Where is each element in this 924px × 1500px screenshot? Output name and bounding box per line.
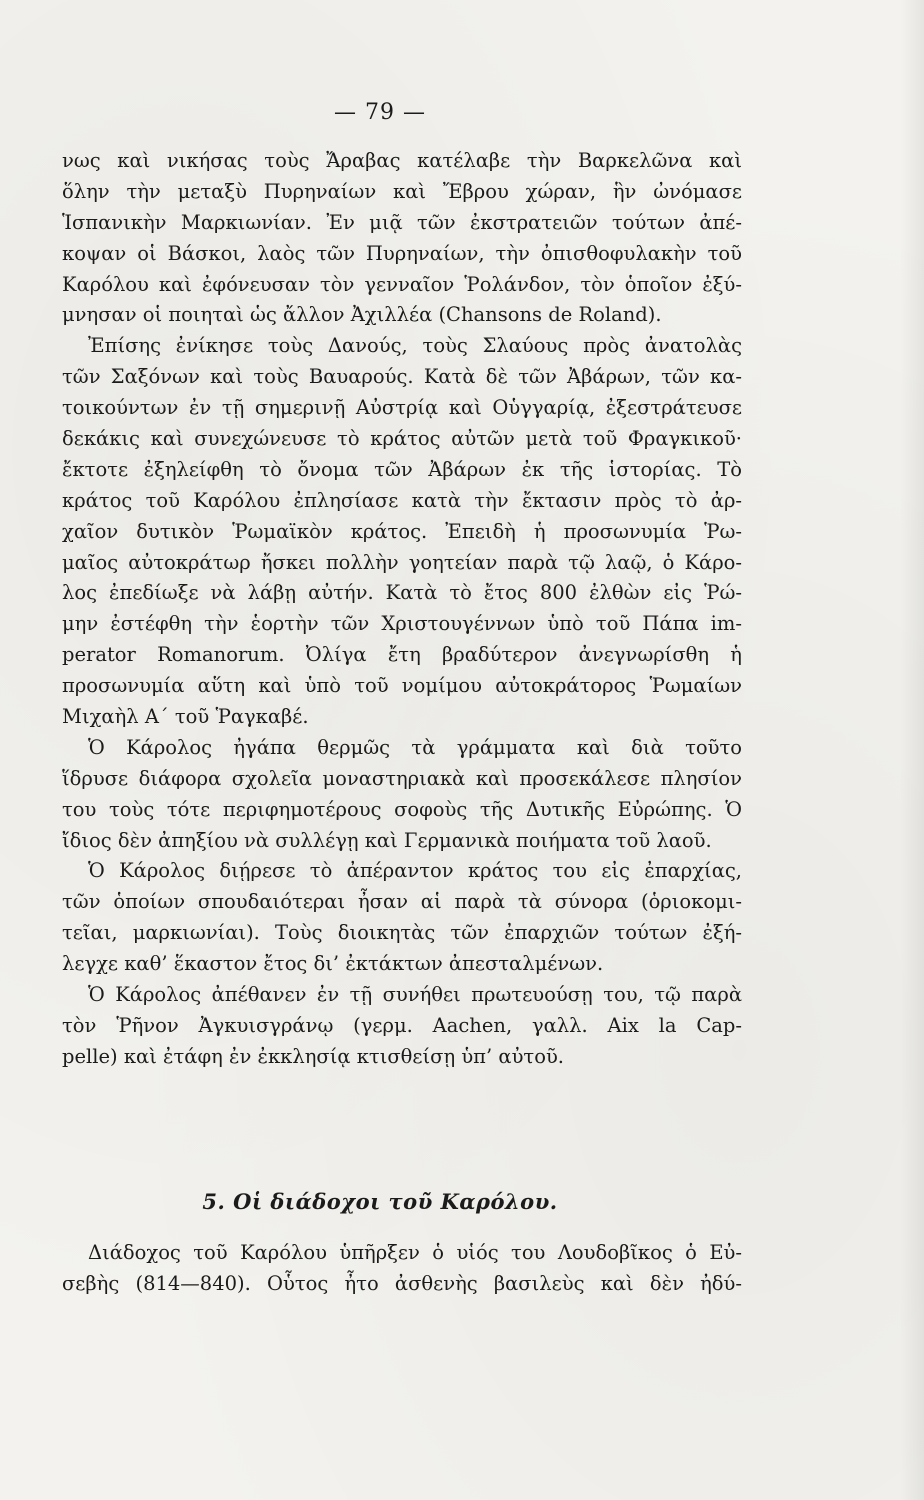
text-line: Ὁ Κάρολος διῄρεσε τὸ ἀπέραντον κράτος του εἰς ἐπαρχίας, — [88, 859, 742, 883]
text-line: Ὁ Κάρολος ἀπέθανεν ἐν τῇ συνήθει πρωτευούσῃ του, τῷ παρὰ — [88, 983, 742, 1007]
text-line: Ἱσπανικὴν Μαρκιωνίαν. Ἐν μιᾷ τῶν ἐκστρατειῶν τούτων ἀπέ- — [62, 210, 742, 234]
text-line: ἴδιος δὲν ἀπηξίου νὰ συλλέγῃ καὶ Γερμανικὰ ποιήματα τοῦ λαοῦ. — [62, 828, 712, 852]
text-line: τῶν Σαξόνων καὶ τοὺς Βαυαρούς. Κατὰ δὲ τῶν Ἀβάρων, τῶν κα- — [62, 365, 742, 389]
section-text-block — [62, 1238, 742, 1300]
text-line: perator Romanorum. Ὀλίγα ἔτη βραδύτερον ἀνεγνωρίσθη ἡ — [62, 643, 742, 667]
text-line: μαῖος αὐτοκράτωρ ἤσκει πολλὴν γοητείαν παρὰ τῷ λαῷ, ὁ Κάρο- — [62, 550, 742, 574]
text-line: ὅλην τὴν μεταξὺ Πυρηναίων καὶ Ἔβρου χώραν, ἣν ὠνόμασε — [62, 179, 742, 203]
text-line: του τοὺς τότε περιφημοτέρους σοφοὺς τῆς Δυτικῆς Εὐρώπης. Ὁ — [62, 797, 742, 821]
text-line: ἵδρυσε διάφορα σχολεῖα μοναστηριακὰ καὶ προσεκάλεσε πλησίον — [62, 766, 742, 790]
text-line: pelle) καὶ ἐτάφη ἐν ἐκκλησίᾳ κτισθείσῃ ὑπ’ αὐτοῦ. — [62, 1044, 565, 1068]
text-line: λος ἐπεδίωξε νὰ λάβῃ αὐτήν. Κατὰ τὸ ἔτος 800 ἐλθὼν εἰς Ῥώ- — [62, 581, 742, 605]
page-number: — 79 — — [334, 100, 426, 125]
text-line: Διάδοχος τοῦ Καρόλου ὑπῆρξεν ὁ υἱός του Λουδοβῖκος ὁ Εὐ- — [88, 1241, 742, 1264]
text-line: τοικούντων ἐν τῇ σημερινῇ Αὐστρίᾳ καὶ Οὑγγαρίᾳ, ἐξεστράτευσε — [62, 396, 742, 420]
text-line: προσωνυμία αὕτη καὶ ὑπὸ τοῦ νομίμου αὐτοκράτορος Ῥωμαίων — [62, 674, 742, 698]
text-line: ἔκτοτε ἐξηλείφθη τὸ ὄνομα τῶν Ἀβάρων ἐκ τῆς ἱστορίας. Τὸ — [62, 457, 742, 481]
text-line: σεβὴς (814—840). Οὗτος ἦτο ἀσθενὴς βασιλεὺς καὶ δὲν ἠδύ- — [62, 1271, 742, 1295]
text-line: δεκάκις καὶ συνεχώνευσε τὸ κράτος αὐτῶν μετὰ τοῦ Φραγκικοῦ· — [62, 427, 742, 451]
text-line: τεῖαι, μαρκιωνίαι). Τοὺς διοικητὰς τῶν ἐπαρχιῶν τούτων ἐξή- — [62, 921, 742, 945]
text-line: Ὁ Κάρολος ἠγάπα θερμῶς τὰ γράμματα καὶ διὰ τοῦτο — [88, 735, 742, 759]
text-line: Μιχαὴλ Α΄ τοῦ Ῥαγκαβέ. — [62, 705, 309, 729]
text-line: Ἐπίσης ἐνίκησε τοὺς Δανούς, τοὺς Σλαύους πρὸς ἀνατολὰς — [88, 334, 742, 358]
text-line: Καρόλου καὶ ἐφόνευσαν τὸν γενναῖον Ῥολάνδον, τὸν ὁποῖον ἐξύ- — [62, 272, 742, 296]
text-line: τῶν ὁποίων σπουδαιότεραι ἦσαν αἱ παρὰ τὰ σύνορα (ὁριοκομι- — [62, 890, 742, 914]
text-line: λεγχε καθ’ ἕκαστον ἔτος δι’ ἐκτάκτων ἀπεσταλμένων. — [62, 952, 604, 976]
section-heading: 5. Οἱ διάδοχοι τοῦ Καρόλου. — [202, 1189, 558, 1214]
text-line: χαῖον δυτικὸν Ῥωμαϊκὸν κράτος. Ἐπειδὴ ἡ προσωνυμία Ῥω- — [62, 519, 742, 543]
page-edge-shadow — [900, 0, 924, 1500]
text-line: μην ἐστέφθη τὴν ἑορτὴν τῶν Χριστουγέννων ὑπὸ τοῦ Πάπα im- — [62, 612, 742, 636]
main-text-block — [62, 146, 742, 1073]
text-line: μνησαν οἱ ποιηταὶ ὡς ἄλλον Ἀχιλλέα (Chansons de Roland). — [62, 303, 662, 327]
text-line: νως καὶ νικήσας τοὺς Ἄραβας κατέλαβε τὴν Βαρκελῶνα καὶ — [62, 149, 742, 172]
text-line: τὸν Ῥῆνον Ἀγκυισγράνῳ (γερμ. Aachen, γαλλ. Aix la Cap- — [62, 1013, 742, 1037]
text-line: κράτος τοῦ Καρόλου ἐπλησίασε κατὰ τὴν ἔκτασιν πρὸς τὸ ἀρ- — [62, 488, 742, 512]
text-line: κοψαν οἱ Βάσκοι, λαὸς τῶν Πυρηναίων, τὴν ὀπισθοφυλακὴν τοῦ — [62, 241, 742, 265]
